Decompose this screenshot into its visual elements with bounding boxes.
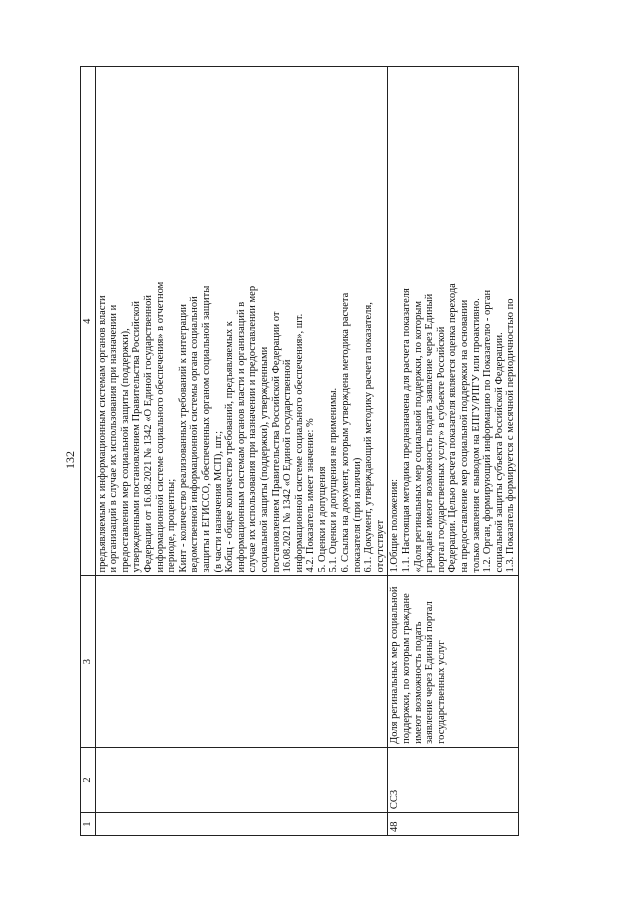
rotated-table-sheet (80, 66, 600, 836)
text-line: показателя (при наличии) (351, 457, 363, 573)
text-line: 5.1. Оценки и допущения не применимы. (328, 387, 340, 573)
text-line: постановлением Правительства Российской Федерации от (270, 311, 282, 573)
header-row (81, 67, 96, 836)
header-col-1: 1 (81, 813, 96, 836)
text-line: только заявления с выводом на ЕПГУ/РПГУ или проактивно. (470, 298, 482, 573)
text-line: 1.2. Орган, формирующий информацию по Показателю - орган (482, 289, 494, 573)
header-col-4: 4 (81, 67, 96, 576)
text-line: 5. Оценки и допущения (316, 466, 328, 573)
text-line: ведомственной информационной системы органа социальной (189, 296, 201, 573)
row-number: 48 (388, 813, 519, 836)
text-line: на предоставление мер социальной поддержки на основании (459, 299, 470, 573)
table-row-48 (388, 67, 519, 836)
text-line: предоставлении мер социальной защиты (поддержки), (119, 328, 131, 573)
prev-methodology-cell (95, 67, 388, 576)
methodology-table (80, 66, 519, 836)
prev-code-cell (95, 747, 388, 812)
text-line: портал государственных услуг» в субъекте Российской (435, 326, 447, 573)
text-line: предъявляемым к информационным системам органов власти (96, 295, 108, 573)
header-col-3: 3 (81, 576, 96, 747)
text-line: 6. Ссылка на документ, которым утверждена методика расчета (340, 292, 352, 573)
text-line: случае их использования при назначении и предоставлении мер (247, 285, 259, 573)
text-line: социальной защиты субъекта Российской Федерации. (493, 332, 505, 573)
indicator-code: СС3 (388, 747, 519, 812)
text-line: защиты и ЕГИССО, обеспеченных органом социальной защиты (200, 285, 212, 573)
text-line: 6.1. Документ, утверждающий методику расчета показателя, (363, 302, 375, 573)
text-line: информационным системам органов власти и организаций в (235, 301, 247, 573)
text-line: 16.08.2021 № 1342 «О Единой государственной (282, 359, 294, 573)
text-line: (в части назначения МСП), шт.; (212, 430, 224, 573)
text-line: утвержденными постановлением Правительства Российской (131, 300, 143, 573)
text-line: отсутствует (374, 519, 386, 573)
text-line: Федерации от 16.08.2021 № 1342 «О Единой государственной (142, 294, 154, 573)
text-line: 1.Общие положения: (389, 478, 401, 573)
text-line: граждане имеют возможность подать заявление через Единый (424, 293, 436, 573)
text-line: 1.3. Показатель формируется с месячной периодичностью по (505, 298, 517, 573)
text-line: периоде, процентны; (166, 478, 178, 573)
text-line: социальной защиты (поддержки), утвержденными (258, 346, 270, 573)
page-number: 132 (63, 451, 77, 469)
text-line: «Доля регинальных мер социальной поддержки, по которым (412, 301, 424, 573)
text-line: Федерации. Целью расчета показателя является оценка перехода (447, 283, 459, 573)
table-row-continued (95, 67, 388, 836)
text-line: информационной системе социального обеспечения», шт. (293, 313, 305, 573)
text-line: Кобщ - общее количество требований, предъявляемых к (224, 321, 236, 573)
text-line: 1.1. Настоящая методика предназначена для расчета показателя (401, 288, 413, 573)
text-line: 4.2. Показатель имеет значение: % (305, 418, 317, 573)
methodology-cell (388, 67, 519, 576)
text-line: и организаций в случае их использования при назначении и (108, 304, 120, 573)
text-line: Кинт - количество реализованных требований к интеграции (177, 304, 189, 573)
prev-name-cell (95, 576, 388, 747)
text-line: информационной системе социального обеспечения» в отчетном (154, 281, 166, 573)
indicator-name: Доля регинальных мер социальной поддержки, по которым граждане имеют возможность подать заявление через Единый портал государственных услуг (388, 576, 519, 747)
prev-num-cell (95, 813, 388, 836)
header-col-2: 2 (81, 747, 96, 812)
